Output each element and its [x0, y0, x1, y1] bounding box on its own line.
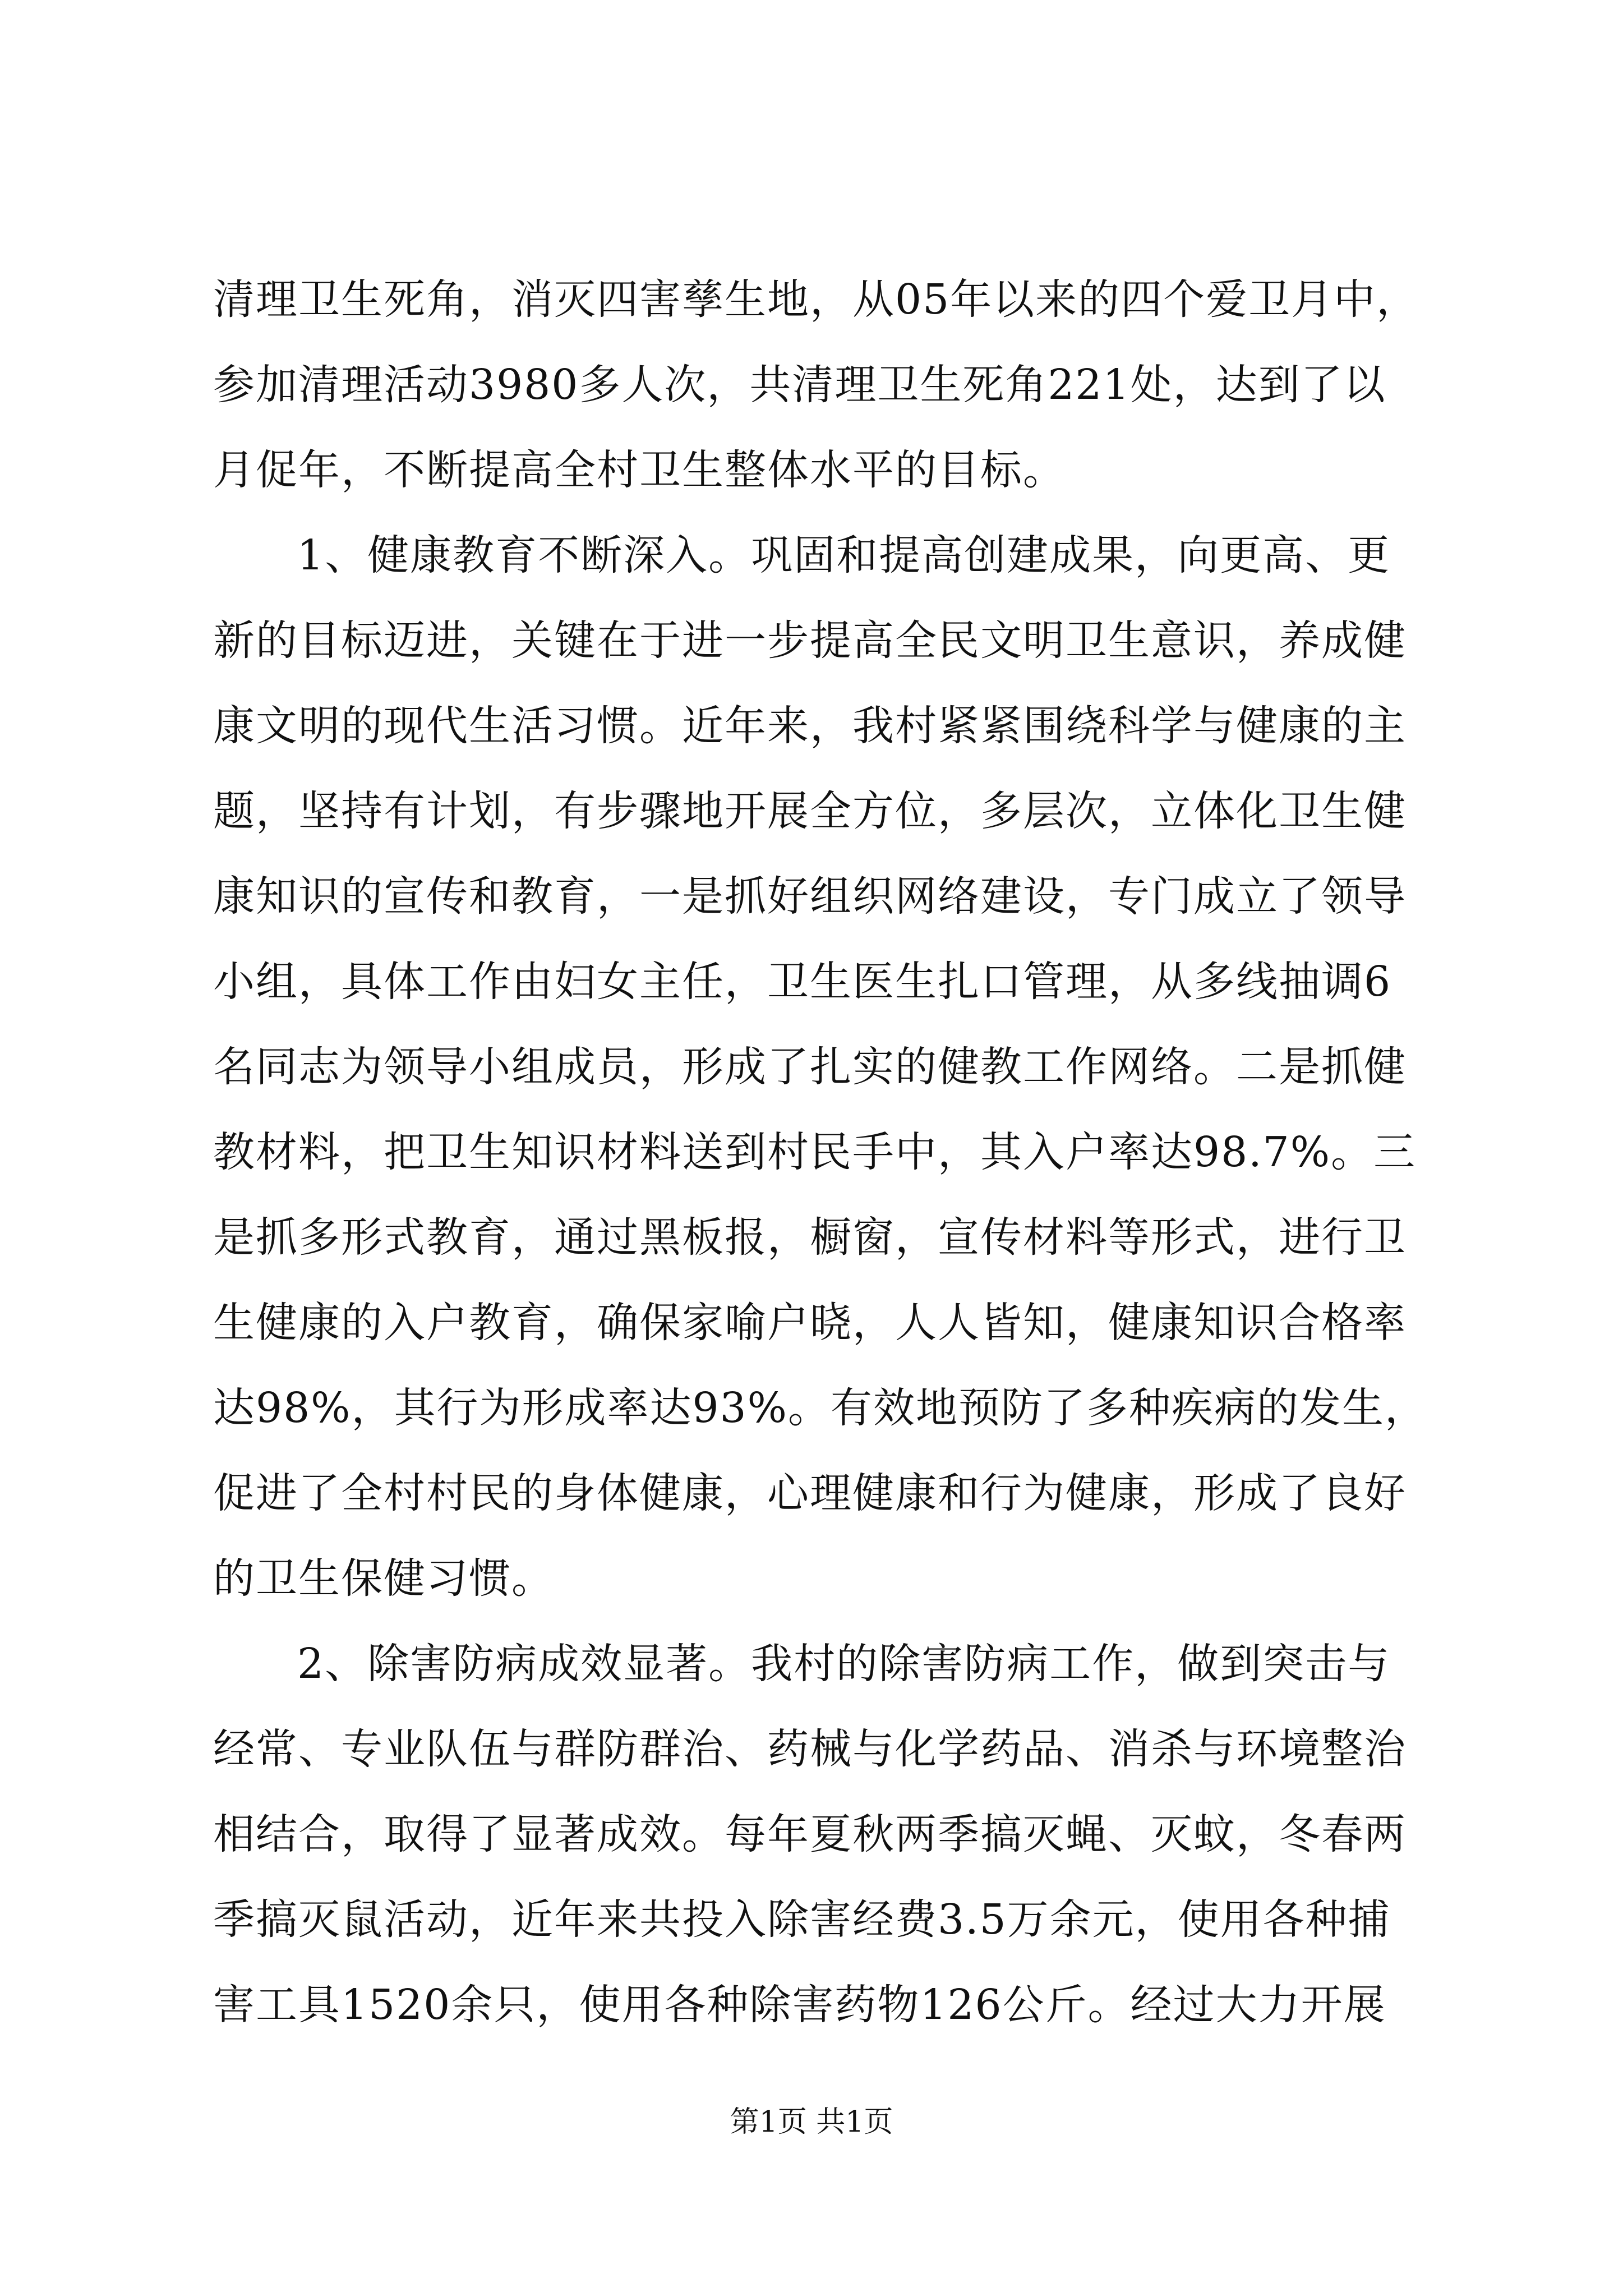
paragraph-start-health-education: 1、健康教育不断深入。巩固和提高创建成果，向更高、更	[297, 531, 1391, 579]
page-number: 第1页 共1页	[730, 2105, 893, 2139]
text-line: 教材料，把卫生知识材料送到村民手中，其入户率达98.7%。三	[213, 1128, 1417, 1176]
text-line: 达98%，其行为形成率达93%。有效地预防了多种疾病的发生，	[213, 1384, 1427, 1432]
text-line: 是抓多形式教育，通过黑板报，橱窗，宣传材料等形式，进行卫	[213, 1213, 1407, 1262]
text-line: 季搞灭鼠活动，近年来共投入除害经费3.5万余元，使用各种捕	[213, 1895, 1391, 1944]
page-footer	[0, 2102, 1623, 2142]
text-line: 名同志为领导小组成员，形成了扎实的健教工作网络。二是抓健	[213, 1043, 1407, 1091]
text-line: 康知识的宣传和教育，一是抓好组织网络建设，专门成立了领导	[213, 872, 1407, 921]
text-line: 生健康的入户教育，确保家喻户晓，人人皆知，健康知识合格率	[213, 1299, 1407, 1347]
text-line: 参加清理活动3980多人次，共清理卫生死角221处，达到了以	[213, 361, 1386, 409]
document-body	[213, 257, 1430, 2047]
text-line: 小组，具体工作由妇女主任，卫生医生扎口管理，从多线抽调6	[213, 958, 1392, 1006]
text-line: 月促年，不断提高全村卫生整体水平的目标。	[213, 446, 1066, 494]
text-line: 相结合，取得了显著成效。每年夏秋两季搞灭蝇、灭蚊，冬春两	[213, 1810, 1407, 1858]
paragraph-start-pest-control: 2、除害防病成效显著。我村的除害防病工作，做到突击与	[297, 1640, 1391, 1688]
text-line: 题，坚持有计划，有步骤地开展全方位，多层次，立体化卫生健	[213, 787, 1407, 835]
text-line: 促进了全村村民的身体健康，心理健康和行为健康，形成了良好	[213, 1469, 1407, 1517]
text-line: 康文明的现代生活习惯。近年来，我村紧紧围绕科学与健康的主	[213, 702, 1407, 750]
text-line: 害工具1520余只，使用各种除害药物126公斤。经过大力开展	[213, 1981, 1386, 2029]
text-line: 经常、专业队伍与群防群治、药械与化学药品、消杀与环境整治	[213, 1725, 1407, 1773]
text-line: 的卫生保健习惯。	[213, 1554, 554, 1603]
text-line: 清理卫生死角，消灭四害孳生地，从05年以来的四个爱卫月中，	[213, 275, 1419, 324]
text-line: 新的目标迈进，关键在于进一步提高全民文明卫生意识，养成健	[213, 616, 1407, 665]
